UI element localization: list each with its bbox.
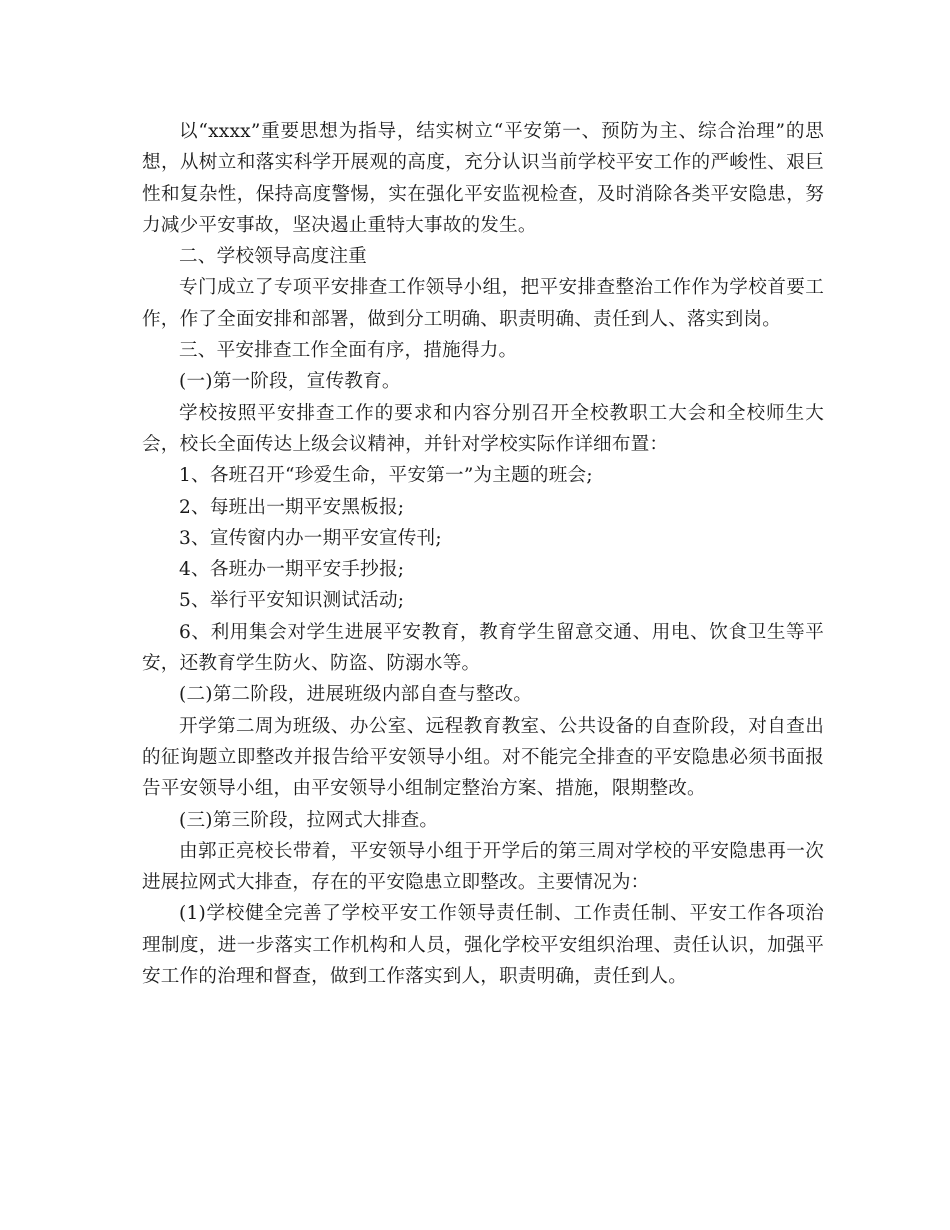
paragraph-guiding-thought: 以“xxxx”重要思想为指导，结实树立“平安第一、预防为主、综合治理”的思想，从树立和落实科学开展观的高度，充分认识当前学校平安工作的严峻性、艰巨性和复杂性，保持高度警惕，实在强化平安监视检查，及时消除各类平安隐患，努力减少平安事故，坚决遏止重特大事故的发生。 bbox=[142, 121, 824, 236]
list-item-4: 4、各班办一期平安手抄报; bbox=[179, 559, 405, 581]
heading-inspection: 三、平安排查工作全面有序，措施得力。 bbox=[179, 340, 518, 362]
paragraph-item-1: (1)学校健全完善了学校平安工作领导责任制、工作责任制、平安工作各项治理制度，进一步落实工作机构和人员，强化学校平安组织治理、责任认识，加强平安工作的治理和督查，做到工作落实到人，职责明确，责任到人。 bbox=[142, 903, 824, 988]
list-item-6: 6、利用集会对学生进展平安教育，教育学生留意交通、用电、饮食卫生等平安，还教育学生防火、防盗、防溺水等。 bbox=[142, 621, 824, 675]
paragraph-stage-three: 由郭正亮校长带着，平安领导小组于开学后的第三周对学校的平安隐患再一次进展拉网式大排查，存在的平安隐患立即整改。主要情况为： bbox=[142, 840, 824, 894]
list-item-5: 5、举行平安知识测试活动; bbox=[179, 590, 405, 612]
document-body bbox=[142, 116, 824, 992]
paragraph-stage-two: 开学第二周为班级、办公室、远程教育教室、公共设备的自查阶段，对自查出的征询题立即整改并报告给平安领导小组。对不能完全排查的平安隐患必须书面报告平安领导小组，由平安领导小组制定整治方案、措施，限期整改。 bbox=[142, 715, 824, 800]
list-item-1: 1、各班召开“珍爱生命，平安第一”为主题的班会; bbox=[179, 465, 593, 487]
heading-stage-two: (二)第二阶段，进展班级内部自查与整改。 bbox=[179, 684, 533, 706]
list-item-3: 3、宣传窗内办一期平安宣传刊; bbox=[179, 527, 442, 549]
heading-stage-one: (一)第一阶段，宣传教育。 bbox=[179, 371, 401, 393]
paragraph-leadership-group: 专门成立了专项平安排查工作领导小组，把平安排查整治工作作为学校首要工作，作了全面安排和部署，做到分工明确、职责明确、责任到人、落实到岗。 bbox=[142, 277, 824, 330]
paragraph-stage-one: 学校按照平安排查工作的要求和内容分别召开全校教职工大会和全校师生大会，校长全面传达上级会议精神，并针对学校实际作详细布置： bbox=[142, 402, 824, 455]
heading-stage-three: (三)第三阶段，拉网式大排查。 bbox=[179, 809, 439, 831]
heading-leadership: 二、学校领导高度注重 bbox=[179, 246, 367, 268]
list-item-2: 2、每班出一期平安黑板报; bbox=[179, 496, 405, 518]
